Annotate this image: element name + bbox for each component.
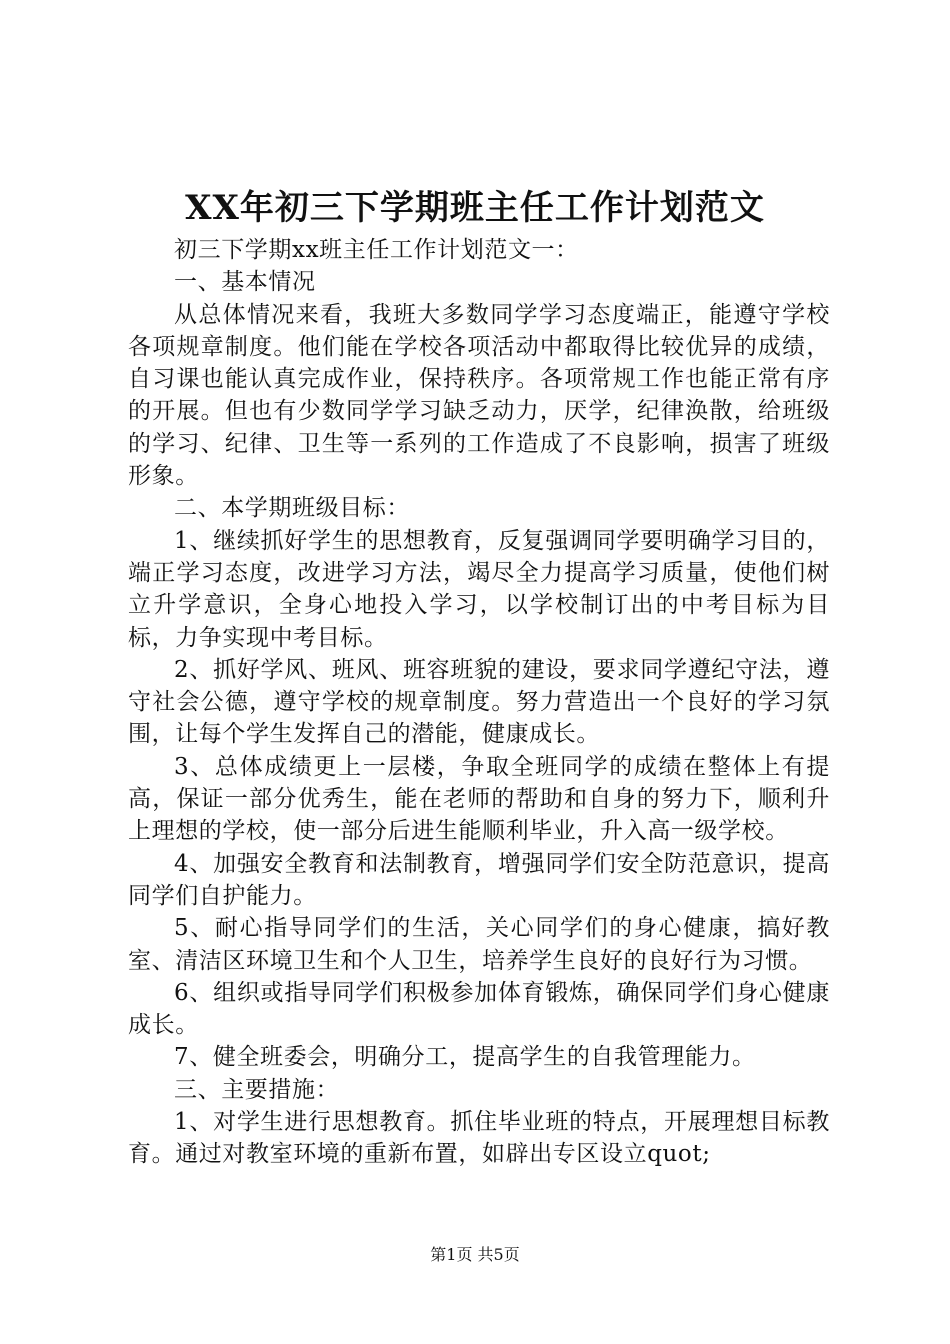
list-item: 6、组织或指导同学们积极参加体育锻炼，确保同学们身心健康成长。: [128, 979, 830, 1039]
section-heading: 三、主要措施：: [174, 1076, 340, 1103]
list-item: 1、继续抓好学生的思想教育，反复强调同学要明确学习目的，端正学习态度，改进学习方法，竭尽全力提高学习质量，使他们树立升学意识，全身心地投入学习，以学校制订出的中考目标为目标，力争实现中考目标。: [128, 527, 830, 651]
document-body: [128, 234, 830, 1171]
section-heading: 二、本学期班级目标：: [174, 495, 410, 522]
list-item: 1、对学生进行思想教育。抓住毕业班的特点，开展理想目标教育。通过对教室环境的重新布置，如辟出专区设立quot;: [128, 1109, 830, 1168]
paragraph: 初三下学期xx班主任工作计划范文一：: [174, 237, 579, 263]
document-title: XX年初三下学期班主任工作计划范文: [185, 188, 765, 228]
list-item: 5、耐心指导同学们的生活，关心同学们的身心健康，搞好教室、清洁区环境卫生和个人卫生，培养学生良好的良好行为习惯。: [128, 915, 830, 974]
page-footer: 第1页 共5页: [430, 1245, 520, 1264]
list-item: 7、健全班委会，明确分工，提高学生的自我管理能力。: [174, 1044, 756, 1071]
list-item: 2、抓好学风、班风、班容班貌的建设，要求同学遵纪守法，遵守社会公德，遵守学校的规章制度。努力营造出一个良好的学习氛围，让每个学生发挥自己的潜能，健康成长。: [128, 656, 830, 748]
section-heading: 一、基本情况: [174, 269, 316, 296]
list-item: 4、加强安全教育和法制教育，增强同学们安全防范意识，提高同学们自护能力。: [128, 850, 830, 909]
list-item: 3、总体成绩更上一层楼，争取全班同学的成绩在整体上有提高，保证一部分优秀生，能在老师的帮助和自身的努力下，顺利升上理想的学校，使一部分后进生能顺利毕业，升入高一级学校。: [128, 753, 830, 845]
paragraph: 从总体情况来看，我班大多数同学学习态度端正，能遵守学校各项规章制度。他们能在学校各项活动中都取得比较优异的成绩，自习课也能认真完成作业，保持秩序。各项常规工作也能正常有序的开展。但也有少数同学学习缺乏动力，厌学，纪律涣散，给班级的学习、纪律、卫生等一系列的工作造成了不良影响，损害了班级形象。: [128, 301, 830, 490]
